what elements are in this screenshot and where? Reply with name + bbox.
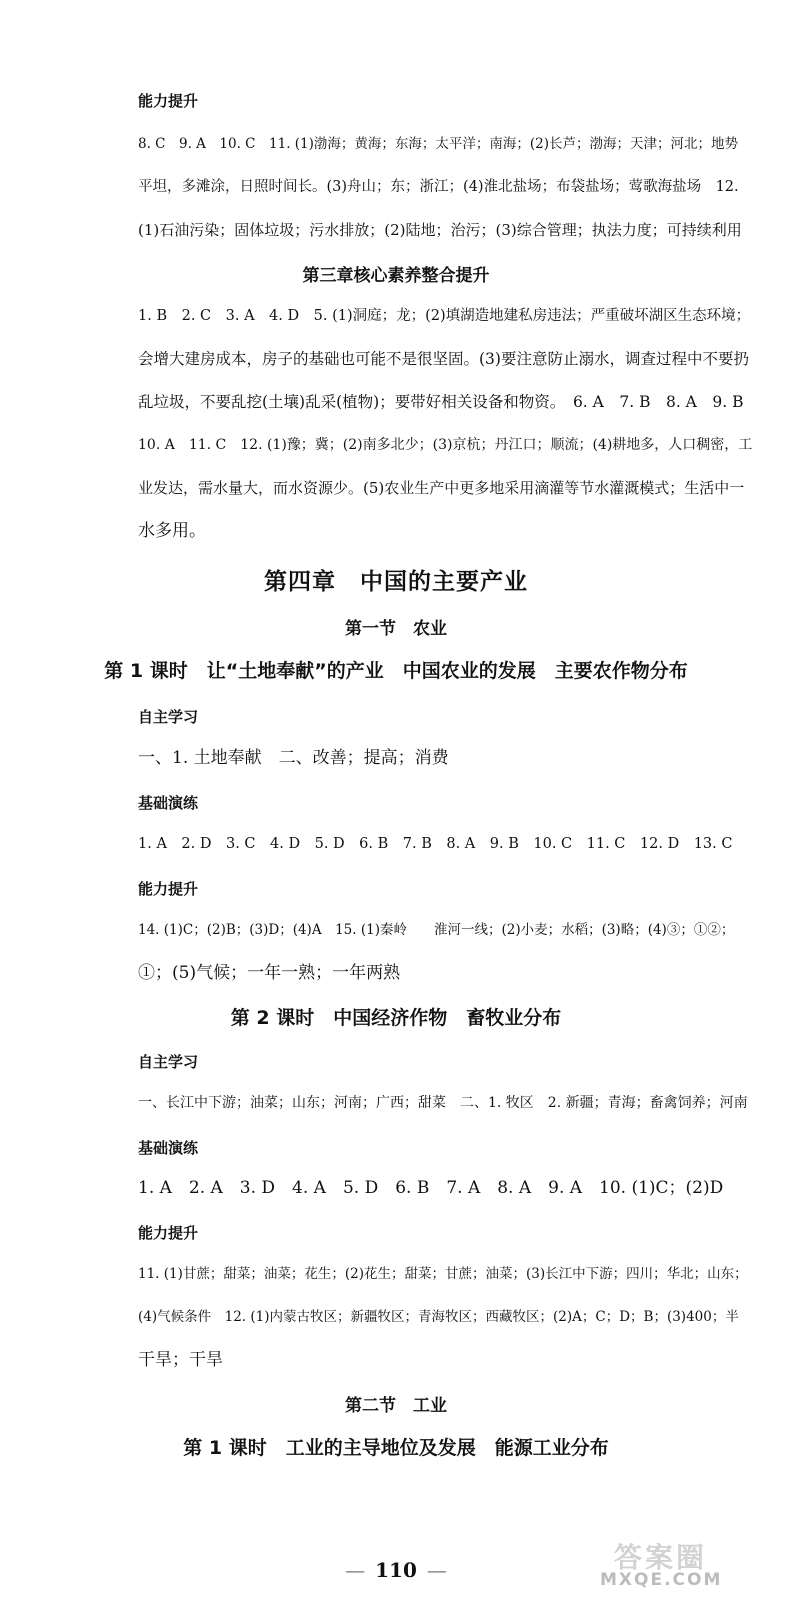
- answer-line: ①；(5)气候；一年一熟；一年两熟: [138, 963, 401, 983]
- answer-line: 乱垃圾，不要乱挖(土壤)乱采(植物)；要带好相关设备和物资。 6. A 7. B 8. A 9. B: [138, 393, 744, 411]
- chapter3-review-title: 第三章核心素养整合提升: [302, 266, 490, 286]
- answer-line: 10. A 11. C 12. (1)豫；冀；(2)南多北少；(3)京杭；丹江口；顺流；(4)耕地多，人口稠密，工: [138, 437, 753, 453]
- basic-practice-heading: 基础演练: [138, 1139, 199, 1157]
- answer-line: 一、1. 土地奉献 二、改善；提高；消费: [138, 748, 449, 768]
- ability-heading: 能力提升: [138, 1224, 199, 1242]
- chapter4-title: 第四章 中国的主要产业: [264, 569, 528, 595]
- section-heading-ability-1: 能力提升: [138, 92, 199, 110]
- answer-line: 1. A 2. D 3. C 4. D 5. D 6. B 7. B 8. A 9. B 10. C 11. C 12. D 13. C: [138, 836, 733, 852]
- answer-line: 平坦，多滩涂，日照时间长。(3)舟山；东；浙江；(4)淮北盐场；布袋盐场；莺歌海盐场 12.: [138, 179, 739, 195]
- answer-line: 14. (1)C；(2)B；(3)D；(4)A 15. (1)秦岭 淮河一线；(2)小麦；水稻；(3)略；(4)③；①②；: [138, 922, 735, 938]
- answer-line: 8. C 9. A 10. C 11. (1)渤海；黄海；东海；太平洋；南海；(2)长芦；渤海；天津；河北；地势: [138, 136, 739, 152]
- ability-heading: 能力提升: [138, 880, 199, 898]
- answer-line: 水多用。: [138, 521, 206, 541]
- answer-line: (4)气候条件 12. (1)内蒙古牧区；新疆牧区；青海牧区；西藏牧区；(2)A；C；D；B；(3)400；半: [138, 1309, 739, 1325]
- page-number-value: 110: [375, 1558, 417, 1582]
- answer-line: 1. B 2. C 3. A 4. D 5. (1)洞庭；龙；(2)填湖造地建私房违法；严重破坏湖区生态环境；: [138, 308, 751, 324]
- answer-line: (1)石油污染；固体垃圾；污水排放；(2)陆地；治污；(3)综合管理；执法力度；可持续利用: [138, 221, 742, 239]
- self-study-heading: 自主学习: [138, 1053, 199, 1071]
- basic-practice-heading: 基础演练: [138, 794, 199, 812]
- answer-line: 一、长江中下游；油菜；山东；河南；广西；甜菜 二、1. 牧区 2. 新疆；青海；畜禽饲养；河南: [138, 1095, 748, 1111]
- lesson3-title: 第 1 课时 工业的主导地位及发展 能源工业分布: [183, 1437, 609, 1459]
- page-number: — 110 —: [345, 1558, 447, 1582]
- watermark-en-text: MXQE.COM: [600, 1570, 723, 1590]
- answer-line: 1. A 2. A 3. D 4. A 5. D 6. B 7. A 8. A 9. A 10. (1)C；(2)D: [138, 1178, 724, 1198]
- answer-line: 业发达，需水量大，而水资源少。(5)农业生产中更多地采用滴灌等节水灌溉模式；生活中一: [138, 479, 745, 497]
- answer-line: 干旱；干旱: [138, 1350, 223, 1370]
- self-study-heading: 自主学习: [138, 708, 199, 726]
- section-industry-title: 第二节 工业: [345, 1396, 447, 1416]
- watermark-cn-text: 答案圈: [614, 1541, 708, 1574]
- lesson2-title: 第 2 课时 中国经济作物 畜牧业分布: [230, 1007, 562, 1029]
- answer-line: 会增大建房成本，房子的基础也可能不是很坚固。(3)要注意防止溺水，调查过程中不要扔: [138, 350, 749, 368]
- section-agriculture-title: 第一节 农业: [345, 619, 447, 639]
- watermark-logo: [598, 1536, 778, 1592]
- lesson1-title: 第 1 课时 让“土地奉献”的产业 中国农业的发展 主要农作物分布: [104, 660, 688, 682]
- answer-line: 11. (1)甘蔗；甜菜；油菜；花生；(2)花生；甜菜；甘蔗；油菜；(3)长江中下游；四川；华北；山东；: [138, 1266, 748, 1282]
